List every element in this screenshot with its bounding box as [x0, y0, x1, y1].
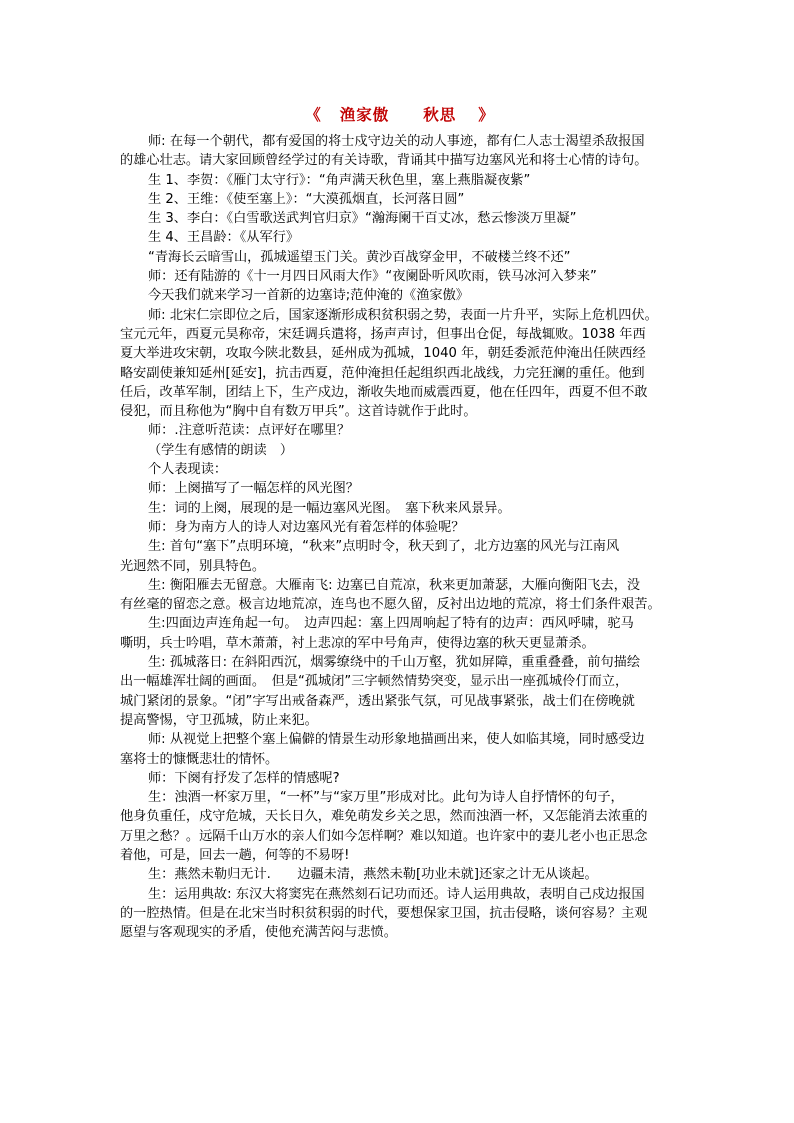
text-line: 今天我们就来学习一首新的边塞诗;范仲淹的《渔家傲》 [148, 288, 469, 304]
text-line: 生 4、王昌龄：《从军行》 [148, 230, 300, 246]
text-line: 的雄心壮志。请大家回顾曾经学过的有关诗歌，背诵其中描写边塞风光和将士心情的诗句。 [120, 153, 648, 169]
text-line: 个人表现读： [148, 462, 228, 478]
title-part-2: 秋思 [423, 106, 457, 124]
text-line: “青海长云暗雪山，孤城遥望玉门关。黄沙百战穿金甲，不破楼兰终不还” [148, 249, 571, 265]
text-line: 师：上阕描写了一幅怎样的风光图？ [148, 481, 359, 497]
text-line: 生：燕然未勒归无计. 边疆未清，燕然未勒[功业未就]还家之计无从谈起。 [148, 867, 598, 883]
text-line: 夏大举进攻宋朝，攻取今陕北数县，延州成为孤城，1040 年，朝廷委派范仲淹出任陕西经 [120, 346, 646, 362]
document-page [120, 104, 680, 942]
text-line: 生：词的上阕，展现的是一幅边塞风光图。 塞下秋来风景异。 [148, 500, 511, 516]
text-line: 塞将士的慷慨悲壮的情怀。 [120, 751, 279, 767]
text-line: （学生有感情的朗读 ） [148, 442, 294, 458]
text-line: 出一幅雄浑壮阔的画面。 但是“孤城闭”三字顿然情势突变，显示出一座孤城伶仃而立， [120, 674, 629, 690]
text-line: 嘶明，兵士吟唱，草木萧萧，衬上悲凉的军中号角声，使得边塞的秋天更显萧杀。 [120, 635, 595, 651]
text-line: 城门紧闭的景象。“闭”字写出戒备森严，透出紧张气氛，可见战事紧张，战士们在傍晚就 [120, 693, 635, 709]
title-close-bracket: 》 [478, 106, 495, 124]
text-line: 万里之愁？。远隔千山万水的亲人们如今怎样啊？难以知道。也许家中的妻儿老小也正思念 [120, 828, 648, 844]
text-line: 宝元元年，西夏元昊称帝，宋廷调兵遣将，扬声声讨，但事出仓促，每战辄败。1038 年西 [120, 326, 646, 342]
text-line: 生:四面边声连角起一句。 边声四起：塞上四周响起了特有的边声：西风呼啸，驼马 [148, 616, 634, 632]
text-line: 生 3、李白：《白雪歌送武判官归京》“瀚海阑干百丈冰，愁云惨淡万里凝” [148, 211, 577, 227]
text-line: 生: 孤城落日: 在斜阳西沉，烟雾缭绕中的千山万壑，犹如屏障，重重叠叠，前句描绘 [148, 655, 641, 671]
text-line: 生：运用典故: 东汉大将窦宪在燕然刻石记功而还。诗人运用典故，表明自己戍边报国 [148, 886, 645, 902]
text-line: 生: 首句“塞下”点明环境，“秋来”点明时令，秋天到了，北方边塞的风光与江南风 [148, 539, 620, 555]
text-line: 有丝毫的留恋之意。极言边地荒凉，连鸟也不愿久留，反衬出边地的荒凉，将士们条件艰苦。 [120, 597, 661, 613]
text-line: 略安副使兼知延州[延安]，抗击西夏，范仲淹担任起组织西北战线，力完狂澜的重任。他到 [120, 365, 645, 381]
text-line: 光迥然不同，别具特色。 [120, 558, 266, 574]
text-line: 生：浊酒一杯家万里，“一杯”与“家万里”形成对比。此句为诗人自抒情怀的句子， [148, 790, 624, 806]
text-line: 师：还有陆游的《十一月四日风雨大作》“夜阑卧听风吹雨，铁马冰河入梦来” [148, 269, 597, 285]
text-line: 师：身为南方人的诗人对边塞风光有着怎样的体验呢？ [148, 519, 465, 535]
title-open-bracket: 《 [305, 106, 322, 124]
text-line: 他身负重任，戍守危城，天长日久，难免萌发乡关之思，然而浊酒一杯，又怎能消去浓重的 [120, 809, 648, 825]
page-title [120, 104, 680, 126]
text-line: 的一腔热情。但是在北宋当时积贫积弱的时代，要想保家卫国，抗击侵略，谈何容易？主观 [120, 905, 648, 921]
text-line: 师: 北宋仁宗即位之后，国家逐渐形成积贫积弱之势，表面一片升平，实际上危机四伏。 [148, 307, 658, 323]
text-line: 生 2、王维：《使至塞上》：“大漠孤烟直，长河落日圆” [148, 191, 465, 207]
text-line: 愿望与客观现实的矛盾，使他充满苦闷与悲愤。 [120, 925, 397, 941]
text-line: 师：下阕有抒发了怎样的情感呢? [148, 770, 340, 786]
text-line: 师：.注意听范读：点评好在哪里？ [148, 423, 351, 439]
document-body [120, 132, 680, 942]
text-line: 师: 在每一个朝代，都有爱国的将士戍守边关的动人事迹，都有仁人志士渴望杀敌报国 [148, 134, 645, 149]
text-line: 着他，可是，回去一趟，何等的不易呀! [120, 847, 350, 863]
text-line: 生 1、李贺：《雁门太守行》：“角声满天秋色里，塞上燕脂凝夜紫” [148, 172, 531, 188]
title-part-1: 渔家傲 [339, 106, 390, 124]
text-line: 任后，改革军制，团结上下，生产戍边，渐收失地而威震西夏，他在任四年，西夏不但不敢 [120, 384, 648, 400]
text-line: 师: 从视觉上把整个塞上偏僻的情景生动形象地描画出来，使人如临其境，同时感受边 [148, 732, 645, 748]
text-line: 侵犯，而且称他为“胸中自有数万甲兵”。这首诗就作于此时。 [120, 404, 477, 420]
text-line: 生: 衡阳雁去无留意。大雁南飞: 边塞已自荒凉，秋来更加萧瑟，大雁向衡阳飞去，没 [148, 577, 641, 593]
text-line: 提高警惕，守卫孤城，防止来犯。 [120, 712, 318, 728]
